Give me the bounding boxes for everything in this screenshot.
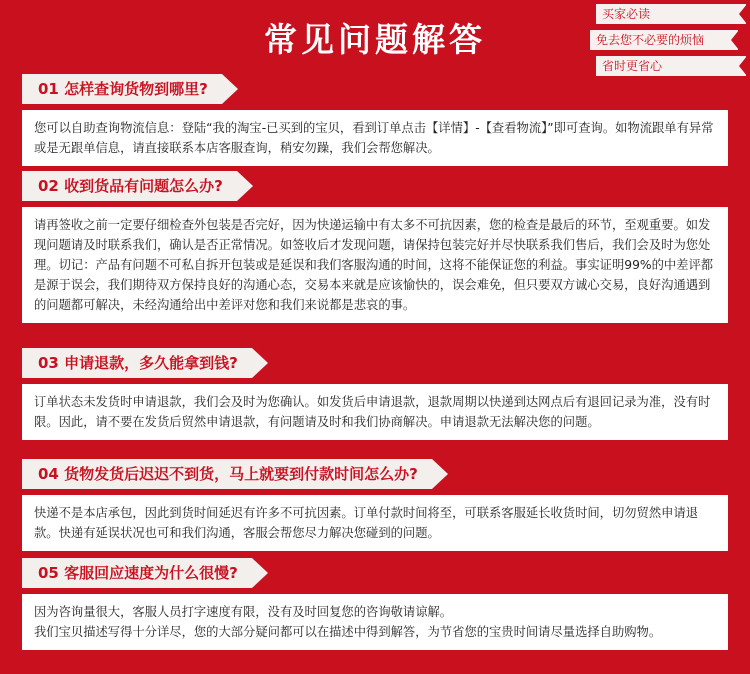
faq-question: 03 申请退款，多久能拿到钱? bbox=[22, 348, 252, 378]
tag-save-time: 省时更省心 bbox=[596, 56, 746, 76]
faq-answer bbox=[22, 207, 728, 323]
faq-answer bbox=[22, 594, 728, 650]
faq-question: 02 收到货品有问题怎么办? bbox=[22, 171, 237, 201]
faq-answer bbox=[22, 495, 728, 551]
faq-question: 04 货物发货后迟迟不到货，马上就要到付款时间怎么办? bbox=[22, 459, 432, 489]
tag-list bbox=[596, 4, 746, 82]
faq-answer-text: 我们宝贝描述写得十分详尽，您的大部分疑问都可以在描述中得到解答，为节省您的宝贵时间请尽量选择自助购物。 bbox=[34, 625, 662, 639]
faq-answer bbox=[22, 110, 728, 166]
faq-answer-text: 因为咨询量很大，客服人员打字速度有限，没有及时回复您的咨询敬请谅解。 bbox=[34, 605, 453, 619]
faq-question: 05 客服回应速度为什么很慢? bbox=[22, 558, 252, 588]
faq-item-04 bbox=[22, 459, 728, 551]
faq-item-01 bbox=[22, 74, 728, 166]
faq-item-05 bbox=[22, 558, 728, 650]
page-title: 常见问题解答 bbox=[264, 20, 486, 59]
faq-answer-text: 请再签收之前一定要仔细检查外包装是否完好，因为快递运输中有太多不可抗因素，您的检查是最后的环节，至观重要。如发现问题请及时联系我们，确认是否正常情况。如签收后才发现问题，请保持包装完好并尽快联系我们售后，我们会及时为您处理。切记：产品有问题不可私自拆开包装或是延误和我们客服沟通的时间，这将不能保证您的利益。事实证明99%的中差评都是源于误会，我们期待双方保持良好的沟通心态，交易本来就是应该愉快的，误会难免，但只要双方诚心交易，良好沟通遇到的问题都可解决，未经沟通给出中差评对您和我们来说都是悲哀的事。 bbox=[34, 218, 714, 312]
faq-question: 01 怎样查询货物到哪里? bbox=[22, 74, 222, 104]
faq-answer-text: 您可以自助查询物流信息：登陆“我的淘宝-已买到的宝贝，看到订单点击【详情】-【查看物流】”即可查询。如物流跟单有异常或是无跟单信息，请直接联系本店客服查询，稍安勿躁，我们会帮您解决。 bbox=[34, 121, 714, 155]
faq-item-03 bbox=[22, 348, 728, 440]
faq-answer bbox=[22, 384, 728, 440]
faq-answer-text: 快递不是本店承包，因此到货时间延迟有许多不可抗因素。订单付款时间将至，可联系客服延长收货时间，切勿贸然申请退款。快递有延误状况也可和我们沟通，客服会帮您尽力解决您碰到的问题。 bbox=[34, 506, 699, 540]
faq-answer-text: 订单状态未发货时申请退款，我们会及时为您确认。如发货后申请退款，退款周期以快递到达网点后有退回记录为准，没有时限。因此，请不要在发货后贸然申请退款，有问题请及时和我们协商解决。申请退款无法解决您的问题。 bbox=[34, 395, 711, 429]
tag-save-trouble: 免去您不必要的烦恼 bbox=[590, 30, 738, 50]
tag-buyer-must-read: 买家必读 bbox=[596, 4, 746, 24]
faq-item-02 bbox=[22, 171, 728, 323]
